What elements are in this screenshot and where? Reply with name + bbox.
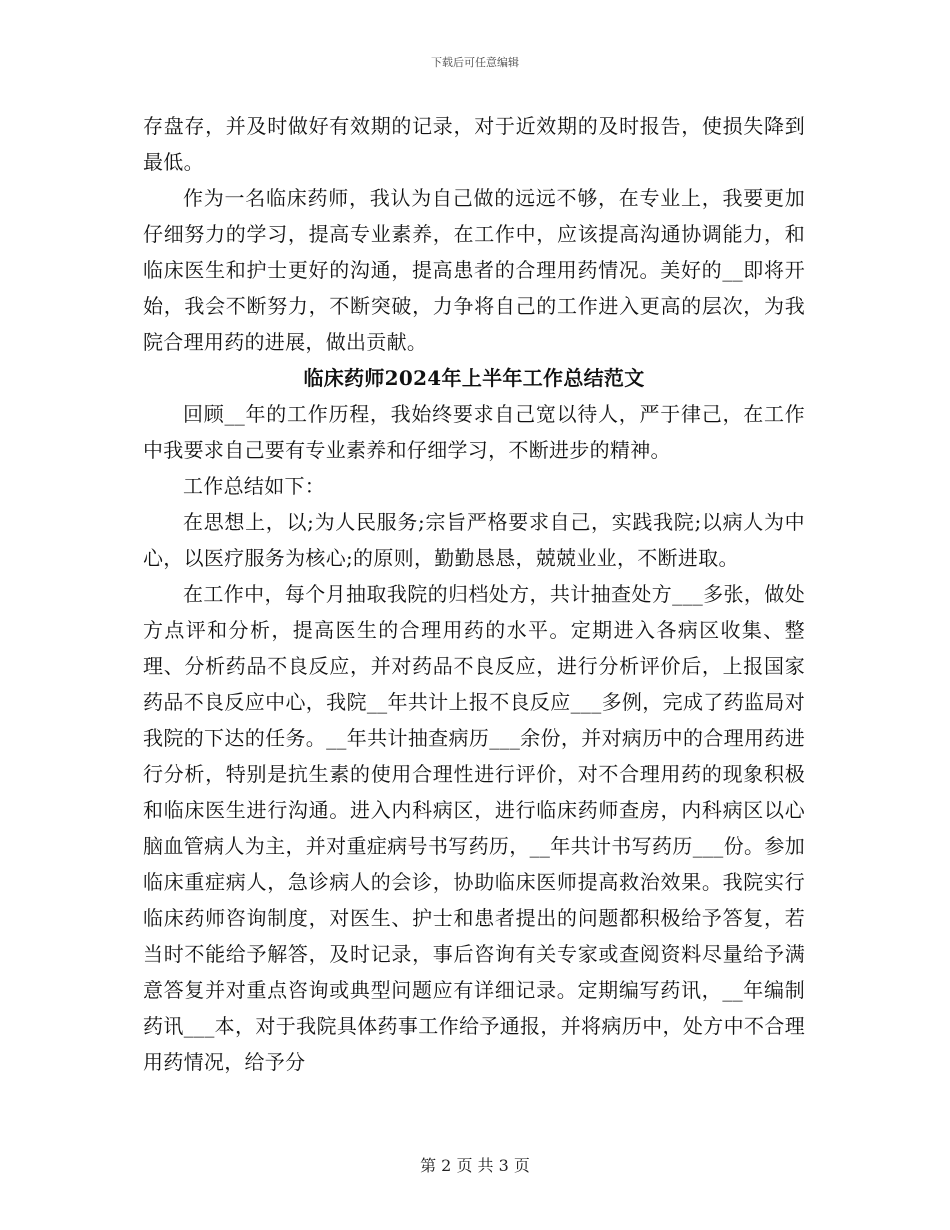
paragraph: 在思想上，以;为人民服务;宗旨严格要求自己，实践我院;以病人为中心，以医疗服务为核心;的原则，勤勤恳恳，兢兢业业，不断进取。 [143,510,805,570]
page-header: 下载后可任意编辑 [431,56,519,69]
page-number: 第 2 页 共 3 页 [420,1156,530,1175]
paragraph: 在工作中，每个月抽取我院的归档处方，共计抽查处方___多张，做处方点评和分析，提高医生的合理用药的水平。定期进入各病区收集、整理、分析药品不良反应，并对药品不良反应，进行分析评价后，上报国家药品不良反应中心，我院__年共计上报不良反应___多例，完成了药监局对我院的下达的任务。__年共计抽查病历___余份，并对病历中的合理用药进行分析，特别是抗生素的使用合理性进行评价，对不合理用药的现象积极和临床医生进行沟通。进入内科病区，进行临床药师查房，内科病区以心脑血管病人为主，并对重症病号书写药历，__年共计书写药历___份。参加临床重症病人，急诊病人的会诊，协助临床医师提高救治效果。我院实行临床药师咨询制度，对医生、护士和患者提出的问题都积极给予答复，若当时不能给予解答，及时记录，事后咨询有关专家或查阅资料尽量给予满意答复并对重点咨询或典型问题应有详细记录。定期编写药讯，__年编制药讯___本，对于我院具体药事工作给予通报，并将病历中，处方中不合理用药情况，给予分 [143,582,805,1074]
paragraph: 存盘存，并及时做好有效期的记录，对于近效期的及时报告，使损失降到最低。 [143,114,805,174]
section-title: 临床药师2024年上半年工作总结范文 [303,366,645,390]
paragraph: 工作总结如下： [183,474,326,498]
paragraph: 回顾__年的工作历程，我始终要求自己宽以待人，严于律己，在工作中我要求自己要有专业素养和仔细学习，不断进步的精神。 [143,402,805,462]
document-body [143,108,805,1080]
paragraph: 作为一名临床药师，我认为自己做的远远不够，在专业上，我要更加仔细努力的学习，提高专业素养，在工作中，应该提高沟通协调能力，和临床医生和护士更好的沟通，提高患者的合理用药情况。美好的__即将开始，我会不断努力，不断突破，力争将自己的工作进入更高的层次，为我院合理用药的进展，做出贡献。 [143,186,805,354]
